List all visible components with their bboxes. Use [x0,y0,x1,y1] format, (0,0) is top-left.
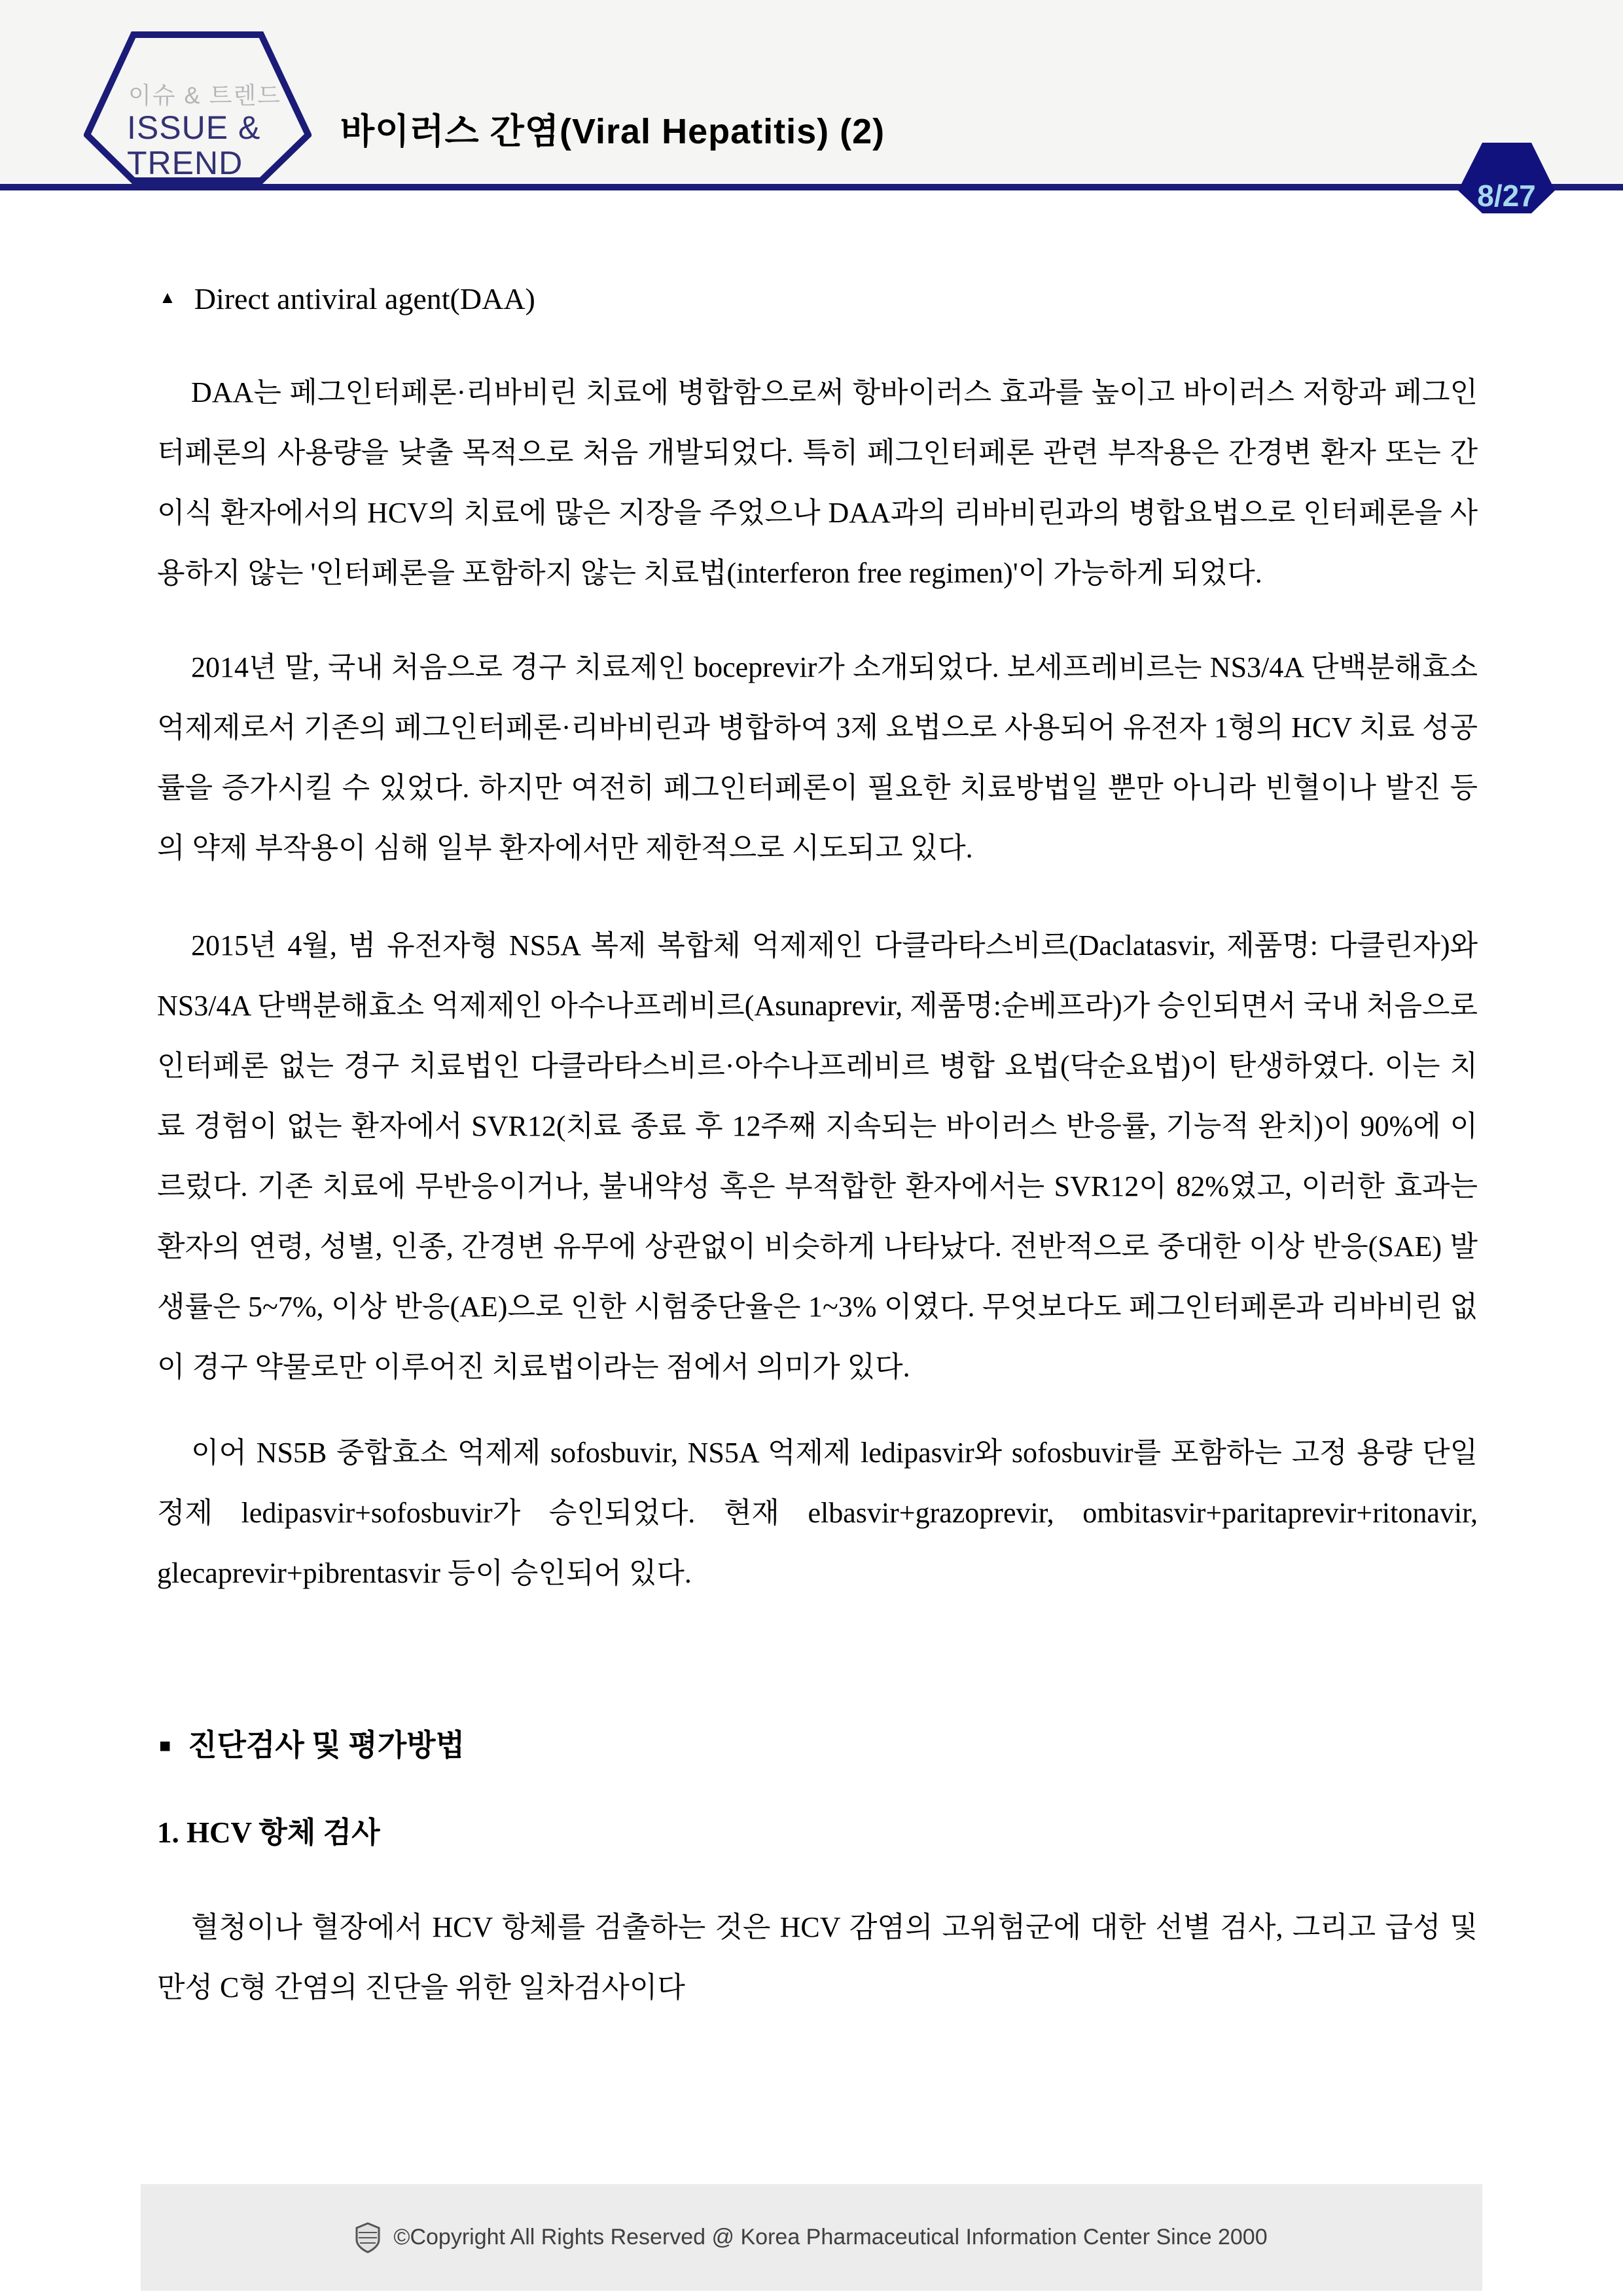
paragraph-boceprevir: 2014년 말, 국내 처음으로 경구 치료제인 boceprevir가 소개되었다. 보세프레비르는 NS3/4A 단백분해효소 억제제로서 기존의 페그인터페론·리바비린과 병합하여 3제 요법으로 사용되어 유전자 1형의 HCV 치료 성공률을 증가시킬 수 있었다. 하지만 여전히 페그인터페론이 필요한 치료방법일 뿐만 아니라 빈혈이나 발진 등의 약제 부작용이 심해 일부 환자에서만 제한적으로 시도되고 있다. [157,651,1478,864]
page-number-label: 8/27 [1477,179,1536,213]
subheading-hcv-antibody-test: 1. HCV 항체 검사 [157,1816,380,1849]
footer-bar [141,2184,1482,2291]
page-number-badge [1457,141,1556,215]
page-title: 바이러스 간염(Viral Hepatitis) (2) [340,112,885,151]
section-heading-diagnostics-label: 진단검사 및 평가방법 [188,1729,465,1762]
logo-english-line1: ISSUE & [127,109,261,146]
paragraph-sofosbuvir-combinations: 이어 NS5B 중합효소 억제제 sofosbuvir, NS5A 억제제 ledipasvir와 sofosbuvir를 포함하는 고정 용량 단일 정제 ledipasvir+sofosbuvir가 승인되었다. 현재 elbasvir+grazoprevir, ombitasvir+paritaprevir+ritonavir, glecaprevir+pibrentasvir 등이 승인되어 있다. [157,1437,1478,1589]
square-bullet-icon: ■ [159,1735,171,1757]
kpic-shield-logo-icon [355,2222,380,2253]
section-heading-diagnostics [159,1721,465,1765]
section-heading-daa [159,281,535,316]
logo-english-line2: TREND [127,145,243,181]
header-divider-line [0,184,1623,190]
paragraph-daa-intro: DAA는 페그인터페론·리바비린 치료에 병합함으로써 항바이러스 효과를 높이고 바이러스 저항과 페그인터페론의 사용량을 낮출 목적으로 처음 개발되었다. 특히 페그인터페론 관련 부작용은 간경변 환자 또는 간이식 환자에서의 HCV의 치료에 많은 지장을 주었으나 DAA과의 리바비린과의 병합요법으로 인터페론을 사용하지 않는 '인터페론을 포함하지 않는 치료법(interferon free regimen)'이 가능하게 되었다. [157,376,1478,589]
section-heading-daa-label: Direct antiviral agent(DAA) [194,282,535,315]
copyright-text: ©Copyright All Rights Reserved @ Korea Pharmaceutical Information Center Since 2000 [393,2225,1268,2250]
paragraph-hcv-antibody-test: 혈청이나 혈장에서 HCV 항체를 검출하는 것은 HCV 감염의 고위험군에 대한 선별 검사, 그리고 급성 및 만성 C형 간염의 진단을 위한 일차검사이다 [157,1911,1478,2003]
logo-korean-label: 이슈 & 트렌드 [128,82,281,109]
triangle-bullet-icon: ▲ [159,288,176,307]
paragraph-daclatasvir-asunaprevir: 2015년 4월, 범 유전자형 NS5A 복제 복합체 억제제인 다클라타스비르(Daclatasvir, 제품명: 다클린자)와 NS3/4A 단백분해효소 억제제인 아수나프레비르(Asunaprevir, 제품명:순베프라)가 승인되면서 국내 처음으로 인터페론 없는 경구 치료법인 다클라타스비르·아수나프레비르 병합 요법(닥순요법)이 탄생하였다. 이는 치료 경험이 없는 환자에서 SVR12(치료 종료 후 12주째 지속되는 바이러스 반응률, 기능적 완치)이 90%에 이르렀다. 기존 치료에 무반응이거나, 불내약성 혹은 부적합한 환자에서는 SVR12이 82%였고, 이러한 효과는 환자의 연령, 성별, 인종, 간경변 유무에 상관없이 비슷하게 나타났다. 전반적으로 중대한 이상 반응(SAE) 발생률은 5~7%, 이상 반응(AE)으로 인한 시험중단율은 1~3% 이였다. 무엇보다도 페그인터페론과 리바비린 없이 경구 약물로만 이루어진 치료법이라는 점에서 의미가 있다. [157,929,1478,1383]
